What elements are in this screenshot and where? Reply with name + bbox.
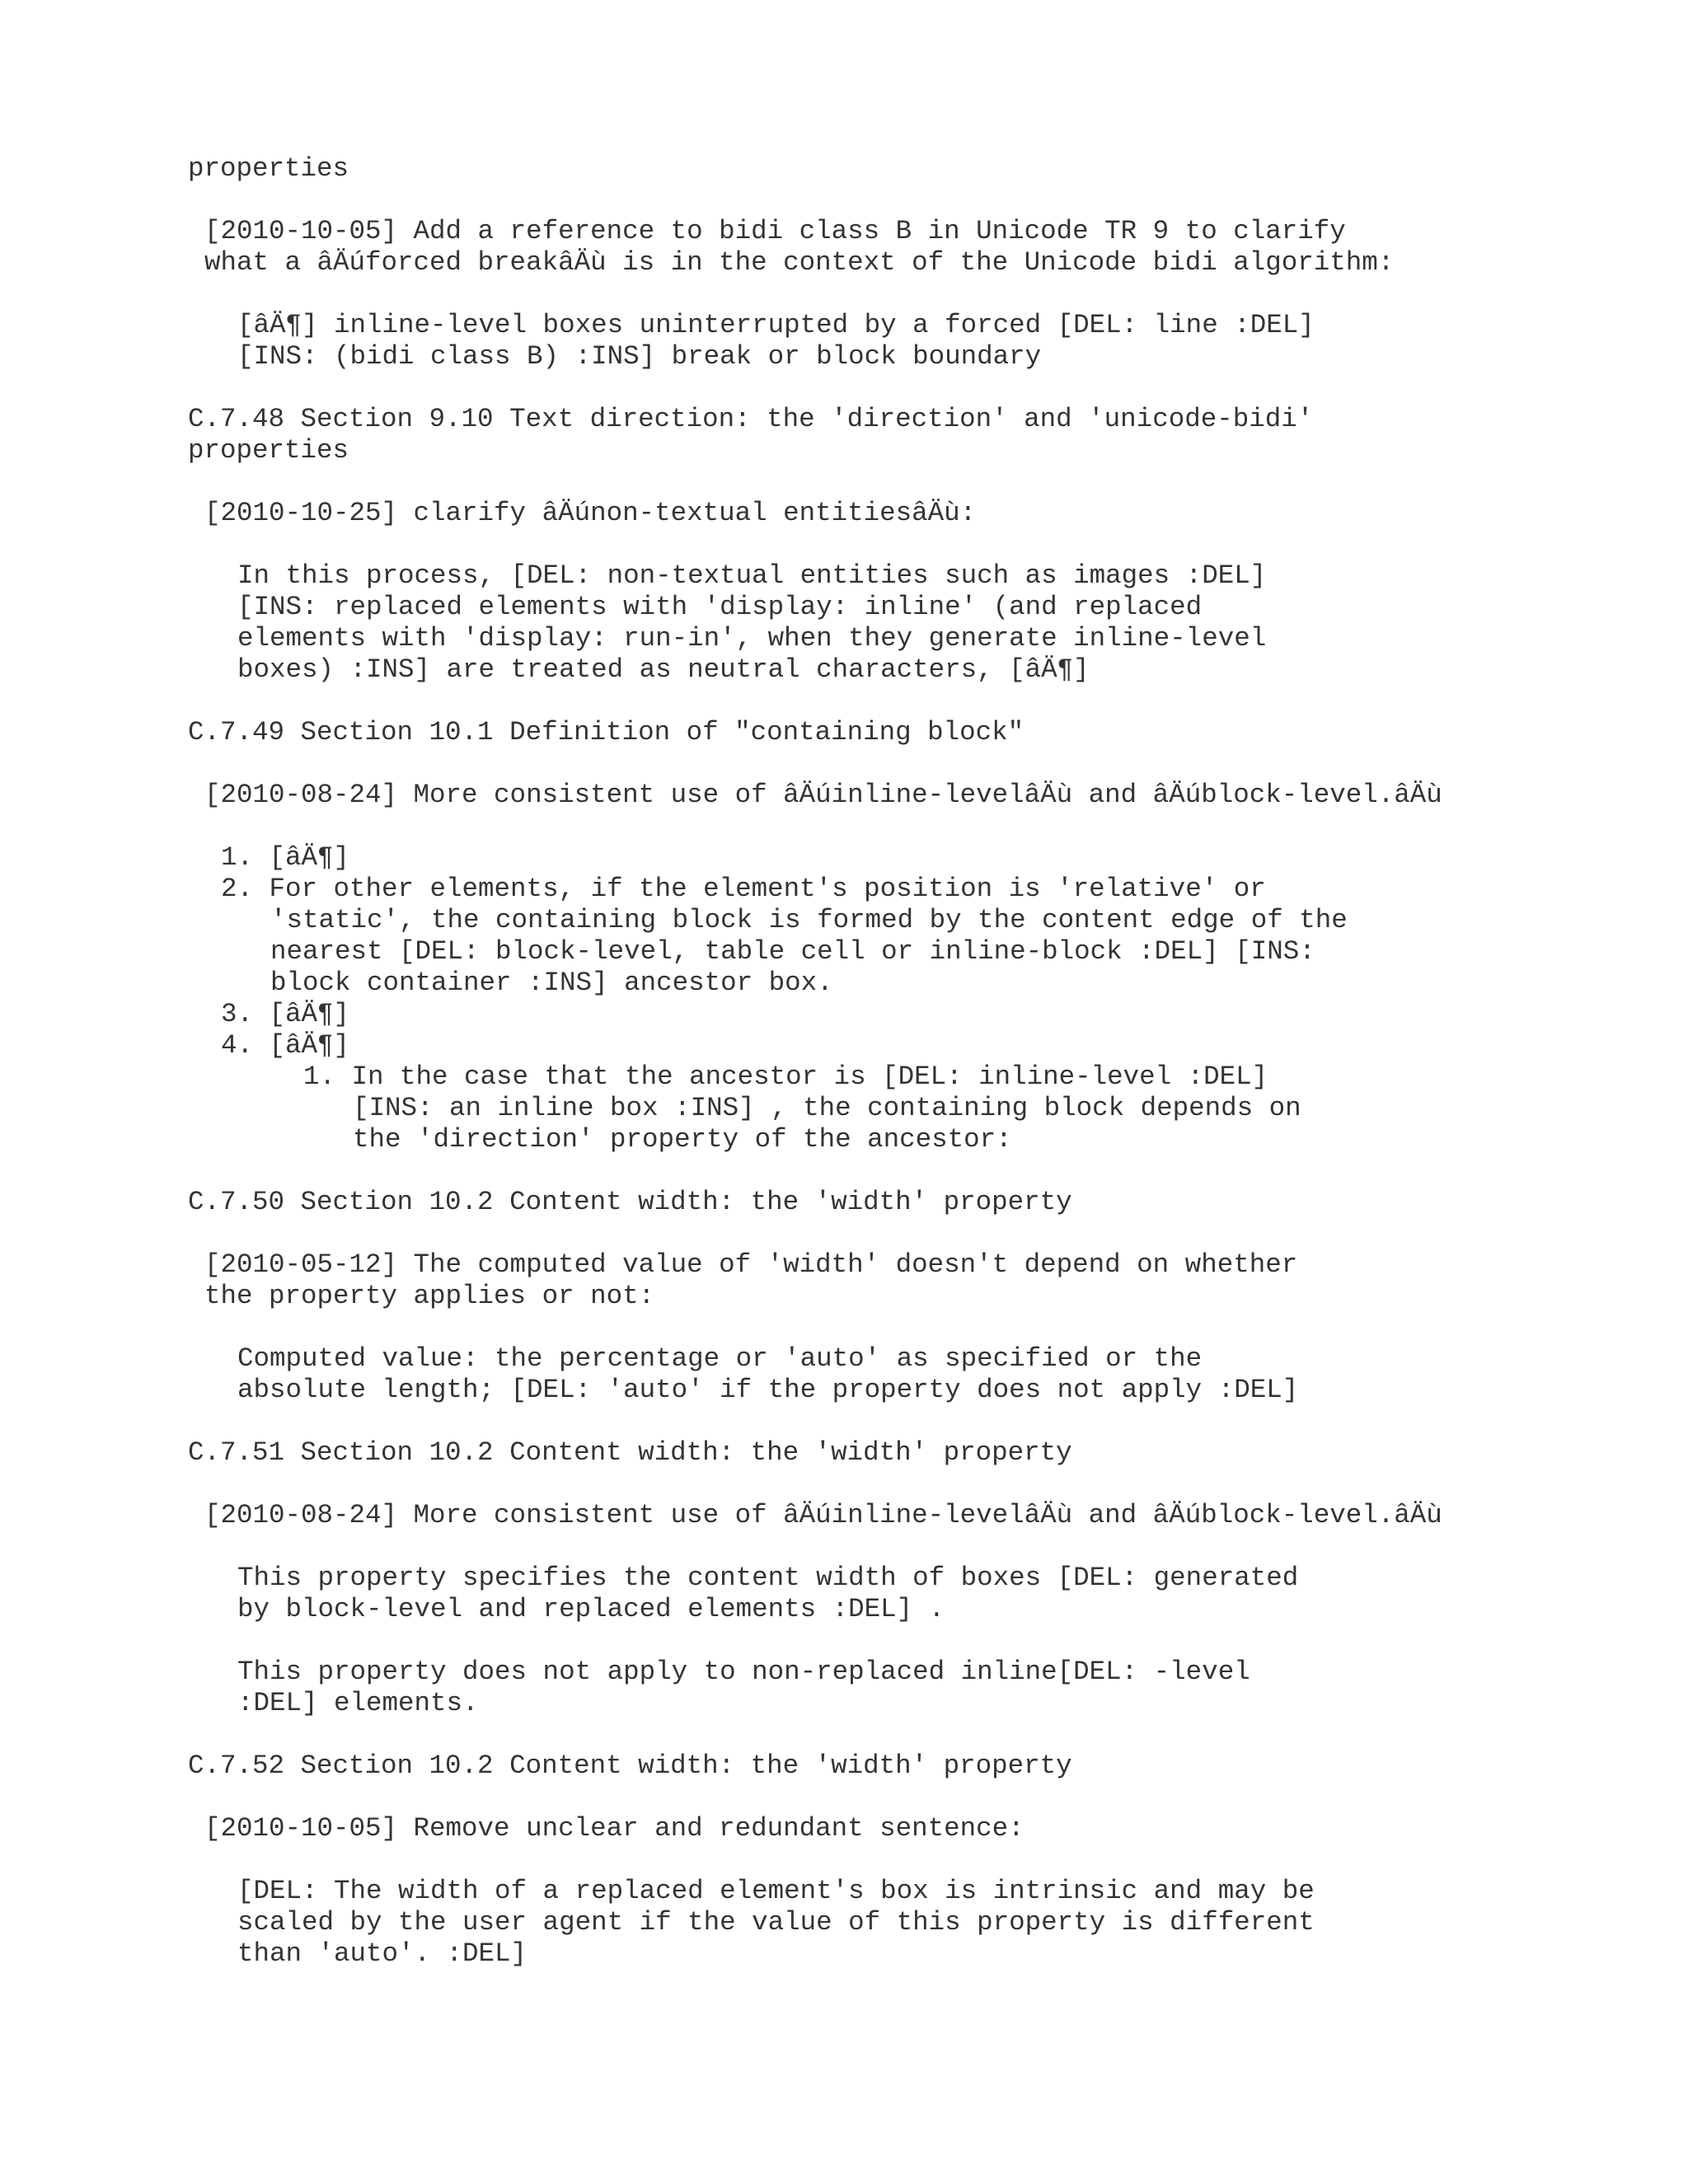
text-line: [INS: replaced elements with 'display: inline' (and replaced bbox=[237, 592, 1203, 622]
text-line: nearest [DEL: block-level, table cell or inline-block :DEL] [INS: bbox=[270, 936, 1315, 967]
list-item: 1. [âÄ¶] bbox=[221, 842, 350, 873]
text-line: In this process, [DEL: non-textual entities such as images :DEL] bbox=[237, 560, 1267, 591]
text-line: [2010-05-12] The computed value of 'width' doesn't depend on whether bbox=[204, 1249, 1298, 1280]
list-item: 2. For other elements, if the element's position is 'relative' or bbox=[221, 874, 1266, 904]
list-item: 1. In the case that the ancestor is [DEL: inline-level :DEL] bbox=[303, 1062, 1268, 1092]
text-line: [2010-08-24] More consistent use of âÄúinline-levelâÄù and âÄúblock-level.âÄù bbox=[204, 780, 1442, 810]
text-line: properties bbox=[188, 153, 349, 184]
text-line: This property specifies the content width of boxes [DEL: generated bbox=[237, 1563, 1299, 1593]
text-line: [2010-10-05] Add a reference to bidi class B in Unicode TR 9 to clarify bbox=[204, 216, 1346, 246]
text-line: [INS: an inline box :INS] , the containing block depends on bbox=[353, 1093, 1301, 1123]
text-line: by block-level and replaced elements :DEL] . bbox=[237, 1594, 945, 1624]
text-line: [DEL: The width of a replaced element's box is intrinsic and may be bbox=[237, 1876, 1315, 1906]
text-line: absolute length; [DEL: 'auto' if the property does not apply :DEL] bbox=[237, 1375, 1299, 1405]
section-heading: C.7.51 Section 10.2 Content width: the 'width' property bbox=[188, 1437, 1072, 1468]
list-item: 3. [âÄ¶] bbox=[221, 999, 350, 1029]
text-line: This property does not apply to non-replaced inline[DEL: -level bbox=[237, 1657, 1250, 1687]
text-line: 'static', the containing block is formed by the content edge of the bbox=[270, 905, 1348, 935]
text-line: [2010-10-25] clarify âÄúnon-textual entitiesâÄù: bbox=[204, 498, 977, 528]
text-line: Computed value: the percentage or 'auto' as specified or the bbox=[237, 1343, 1203, 1374]
section-heading: C.7.50 Section 10.2 Content width: the 'width' property bbox=[188, 1187, 1072, 1217]
text-line: [INS: (bidi class B) :INS] break or block boundary bbox=[237, 341, 1042, 372]
section-heading: C.7.48 Section 9.10 Text direction: the 'direction' and 'unicode-bidi' bbox=[188, 404, 1314, 434]
text-line: what a âÄúforced breakâÄù is in the context of the Unicode bidi algorithm: bbox=[204, 247, 1395, 278]
text-line: [âÄ¶] inline-level boxes uninterrupted by a forced [DEL: line :DEL] bbox=[237, 310, 1315, 340]
text-line: [2010-10-05] Remove unclear and redundant sentence: bbox=[204, 1813, 1025, 1844]
text-line: block container :INS] ancestor box. bbox=[270, 968, 833, 998]
text-line: [2010-08-24] More consistent use of âÄúinline-levelâÄù and âÄúblock-level.âÄù bbox=[204, 1500, 1442, 1530]
section-heading: C.7.52 Section 10.2 Content width: the 'width' property bbox=[188, 1750, 1072, 1781]
list-item: 4. [âÄ¶] bbox=[221, 1030, 350, 1061]
section-heading: C.7.49 Section 10.1 Definition of "containing block" bbox=[188, 717, 1025, 748]
text-line: :DEL] elements. bbox=[237, 1688, 479, 1718]
text-line: the property applies or not: bbox=[204, 1281, 655, 1311]
text-line: than 'auto'. :DEL] bbox=[237, 1938, 528, 1969]
text-line: elements with 'display: run-in', when they generate inline-level bbox=[237, 623, 1267, 654]
section-heading: properties bbox=[188, 435, 349, 466]
text-line: boxes) :INS] are treated as neutral characters, [âÄ¶] bbox=[237, 654, 1090, 685]
text-line: the 'direction' property of the ancestor: bbox=[353, 1124, 1012, 1155]
text-line: scaled by the user agent if the value of this property is different bbox=[237, 1907, 1315, 1938]
